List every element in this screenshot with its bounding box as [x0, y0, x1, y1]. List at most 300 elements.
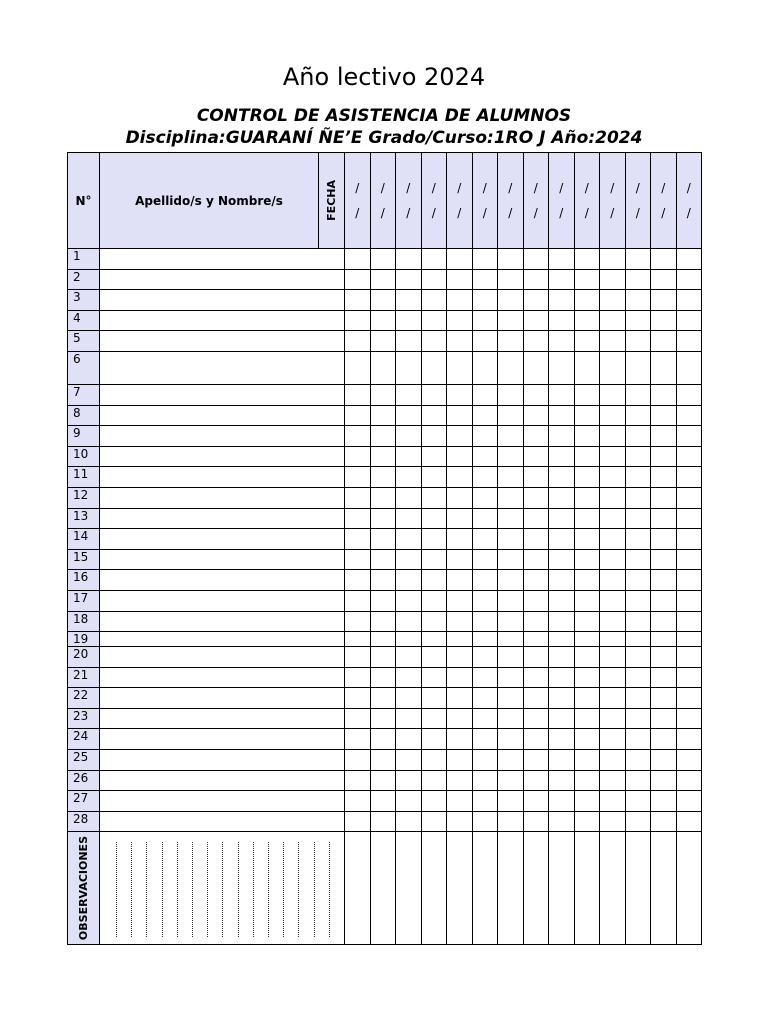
attendance-cell[interactable]	[651, 750, 677, 771]
date-input-cell[interactable]	[345, 153, 371, 249]
student-name-cell[interactable]	[100, 384, 345, 405]
attendance-cell[interactable]	[396, 708, 422, 729]
attendance-cell[interactable]	[472, 667, 498, 688]
attendance-cell[interactable]	[345, 290, 371, 311]
attendance-cell[interactable]	[574, 750, 600, 771]
attendance-cell[interactable]	[651, 791, 677, 812]
attendance-cell[interactable]	[472, 487, 498, 508]
attendance-cell[interactable]	[370, 331, 396, 352]
attendance-cell[interactable]	[651, 811, 677, 832]
attendance-cell[interactable]	[651, 310, 677, 331]
date-input-cell[interactable]	[625, 153, 651, 249]
attendance-cell[interactable]	[574, 446, 600, 467]
observation-date-cell[interactable]	[472, 832, 498, 945]
attendance-cell[interactable]	[421, 467, 447, 488]
attendance-cell[interactable]	[396, 249, 422, 270]
attendance-cell[interactable]	[447, 770, 473, 791]
attendance-cell[interactable]	[574, 688, 600, 709]
attendance-cell[interactable]	[600, 310, 626, 331]
attendance-cell[interactable]	[625, 310, 651, 331]
attendance-cell[interactable]	[549, 750, 575, 771]
attendance-cell[interactable]	[421, 791, 447, 812]
attendance-cell[interactable]	[345, 508, 371, 529]
attendance-cell[interactable]	[396, 508, 422, 529]
attendance-cell[interactable]	[523, 688, 549, 709]
attendance-cell[interactable]	[345, 791, 371, 812]
attendance-cell[interactable]	[651, 647, 677, 668]
observation-date-cell[interactable]	[549, 832, 575, 945]
attendance-cell[interactable]	[574, 384, 600, 405]
attendance-cell[interactable]	[600, 290, 626, 311]
student-name-cell[interactable]	[100, 508, 345, 529]
attendance-cell[interactable]	[600, 750, 626, 771]
attendance-cell[interactable]	[651, 508, 677, 529]
attendance-cell[interactable]	[651, 590, 677, 611]
attendance-cell[interactable]	[421, 310, 447, 331]
attendance-cell[interactable]	[370, 811, 396, 832]
attendance-cell[interactable]	[676, 426, 702, 447]
attendance-cell[interactable]	[600, 331, 626, 352]
attendance-cell[interactable]	[345, 426, 371, 447]
student-name-cell[interactable]	[100, 750, 345, 771]
attendance-cell[interactable]	[447, 708, 473, 729]
attendance-cell[interactable]	[676, 508, 702, 529]
attendance-cell[interactable]	[676, 791, 702, 812]
attendance-cell[interactable]	[549, 729, 575, 750]
attendance-cell[interactable]	[676, 611, 702, 632]
attendance-cell[interactable]	[370, 446, 396, 467]
observations-field[interactable]	[100, 832, 345, 945]
attendance-cell[interactable]	[549, 487, 575, 508]
attendance-cell[interactable]	[472, 405, 498, 426]
attendance-cell[interactable]	[600, 632, 626, 647]
attendance-cell[interactable]	[523, 549, 549, 570]
attendance-cell[interactable]	[523, 467, 549, 488]
attendance-cell[interactable]	[447, 487, 473, 508]
attendance-cell[interactable]	[523, 667, 549, 688]
attendance-cell[interactable]	[574, 290, 600, 311]
attendance-cell[interactable]	[574, 570, 600, 591]
attendance-cell[interactable]	[472, 549, 498, 570]
attendance-cell[interactable]	[549, 508, 575, 529]
attendance-cell[interactable]	[498, 791, 524, 812]
student-name-cell[interactable]	[100, 729, 345, 750]
attendance-cell[interactable]	[498, 770, 524, 791]
attendance-cell[interactable]	[447, 446, 473, 467]
attendance-cell[interactable]	[625, 590, 651, 611]
attendance-cell[interactable]	[625, 770, 651, 791]
attendance-cell[interactable]	[396, 770, 422, 791]
student-name-cell[interactable]	[100, 647, 345, 668]
attendance-cell[interactable]	[523, 708, 549, 729]
attendance-cell[interactable]	[651, 269, 677, 290]
attendance-cell[interactable]	[523, 611, 549, 632]
attendance-cell[interactable]	[421, 269, 447, 290]
attendance-cell[interactable]	[676, 688, 702, 709]
attendance-cell[interactable]	[396, 549, 422, 570]
attendance-cell[interactable]	[370, 667, 396, 688]
attendance-cell[interactable]	[651, 351, 677, 384]
attendance-cell[interactable]	[370, 611, 396, 632]
attendance-cell[interactable]	[574, 467, 600, 488]
attendance-cell[interactable]	[676, 590, 702, 611]
attendance-cell[interactable]	[396, 632, 422, 647]
attendance-cell[interactable]	[472, 688, 498, 709]
student-name-cell[interactable]	[100, 529, 345, 550]
student-name-cell[interactable]	[100, 487, 345, 508]
attendance-cell[interactable]	[625, 446, 651, 467]
attendance-cell[interactable]	[523, 750, 549, 771]
attendance-cell[interactable]	[396, 331, 422, 352]
attendance-cell[interactable]	[396, 647, 422, 668]
attendance-cell[interactable]	[600, 426, 626, 447]
attendance-cell[interactable]	[600, 384, 626, 405]
attendance-cell[interactable]	[523, 791, 549, 812]
attendance-cell[interactable]	[676, 750, 702, 771]
observation-date-cell[interactable]	[345, 832, 371, 945]
attendance-cell[interactable]	[498, 446, 524, 467]
attendance-cell[interactable]	[421, 384, 447, 405]
date-input-cell[interactable]	[370, 153, 396, 249]
attendance-cell[interactable]	[345, 590, 371, 611]
attendance-cell[interactable]	[676, 549, 702, 570]
attendance-cell[interactable]	[523, 269, 549, 290]
attendance-cell[interactable]	[370, 426, 396, 447]
attendance-cell[interactable]	[345, 269, 371, 290]
attendance-cell[interactable]	[498, 708, 524, 729]
attendance-cell[interactable]	[370, 632, 396, 647]
attendance-cell[interactable]	[447, 508, 473, 529]
attendance-cell[interactable]	[523, 729, 549, 750]
student-name-cell[interactable]	[100, 632, 345, 647]
attendance-cell[interactable]	[651, 487, 677, 508]
attendance-cell[interactable]	[345, 770, 371, 791]
attendance-cell[interactable]	[549, 688, 575, 709]
attendance-cell[interactable]	[625, 331, 651, 352]
attendance-cell[interactable]	[421, 249, 447, 270]
attendance-cell[interactable]	[421, 632, 447, 647]
attendance-cell[interactable]	[345, 667, 371, 688]
attendance-cell[interactable]	[421, 351, 447, 384]
attendance-cell[interactable]	[549, 667, 575, 688]
student-name-cell[interactable]	[100, 549, 345, 570]
attendance-cell[interactable]	[370, 351, 396, 384]
date-input-cell[interactable]	[498, 153, 524, 249]
attendance-cell[interactable]	[549, 269, 575, 290]
attendance-cell[interactable]	[651, 632, 677, 647]
attendance-cell[interactable]	[498, 549, 524, 570]
observation-date-cell[interactable]	[447, 832, 473, 945]
attendance-cell[interactable]	[549, 791, 575, 812]
attendance-cell[interactable]	[600, 269, 626, 290]
attendance-cell[interactable]	[676, 290, 702, 311]
attendance-cell[interactable]	[676, 632, 702, 647]
attendance-cell[interactable]	[498, 384, 524, 405]
attendance-cell[interactable]	[549, 446, 575, 467]
attendance-cell[interactable]	[421, 729, 447, 750]
attendance-cell[interactable]	[498, 570, 524, 591]
student-name-cell[interactable]	[100, 446, 345, 467]
attendance-cell[interactable]	[574, 590, 600, 611]
attendance-cell[interactable]	[549, 249, 575, 270]
attendance-cell[interactable]	[625, 529, 651, 550]
student-name-cell[interactable]	[100, 791, 345, 812]
attendance-cell[interactable]	[549, 384, 575, 405]
attendance-cell[interactable]	[498, 290, 524, 311]
attendance-cell[interactable]	[549, 351, 575, 384]
attendance-cell[interactable]	[676, 570, 702, 591]
attendance-cell[interactable]	[574, 487, 600, 508]
attendance-cell[interactable]	[370, 249, 396, 270]
attendance-cell[interactable]	[625, 791, 651, 812]
student-name-cell[interactable]	[100, 570, 345, 591]
attendance-cell[interactable]	[549, 708, 575, 729]
attendance-cell[interactable]	[523, 384, 549, 405]
student-name-cell[interactable]	[100, 426, 345, 447]
attendance-cell[interactable]	[421, 487, 447, 508]
attendance-cell[interactable]	[345, 611, 371, 632]
attendance-cell[interactable]	[447, 611, 473, 632]
attendance-cell[interactable]	[574, 770, 600, 791]
attendance-cell[interactable]	[472, 249, 498, 270]
attendance-cell[interactable]	[472, 811, 498, 832]
attendance-cell[interactable]	[498, 310, 524, 331]
attendance-cell[interactable]	[472, 791, 498, 812]
attendance-cell[interactable]	[396, 405, 422, 426]
attendance-cell[interactable]	[651, 467, 677, 488]
attendance-cell[interactable]	[625, 467, 651, 488]
attendance-cell[interactable]	[523, 446, 549, 467]
attendance-cell[interactable]	[676, 811, 702, 832]
attendance-cell[interactable]	[472, 590, 498, 611]
attendance-cell[interactable]	[625, 405, 651, 426]
attendance-cell[interactable]	[370, 310, 396, 331]
attendance-cell[interactable]	[345, 549, 371, 570]
observation-date-cell[interactable]	[574, 832, 600, 945]
attendance-cell[interactable]	[370, 269, 396, 290]
attendance-cell[interactable]	[447, 590, 473, 611]
attendance-cell[interactable]	[345, 405, 371, 426]
student-name-cell[interactable]	[100, 590, 345, 611]
attendance-cell[interactable]	[472, 611, 498, 632]
attendance-cell[interactable]	[447, 647, 473, 668]
attendance-cell[interactable]	[370, 487, 396, 508]
attendance-cell[interactable]	[676, 310, 702, 331]
attendance-cell[interactable]	[421, 688, 447, 709]
attendance-cell[interactable]	[651, 611, 677, 632]
attendance-cell[interactable]	[345, 446, 371, 467]
attendance-cell[interactable]	[625, 384, 651, 405]
attendance-cell[interactable]	[472, 384, 498, 405]
attendance-cell[interactable]	[498, 811, 524, 832]
attendance-cell[interactable]	[600, 351, 626, 384]
attendance-cell[interactable]	[574, 405, 600, 426]
student-name-cell[interactable]	[100, 310, 345, 331]
attendance-cell[interactable]	[651, 570, 677, 591]
attendance-cell[interactable]	[676, 351, 702, 384]
attendance-cell[interactable]	[447, 750, 473, 771]
attendance-cell[interactable]	[600, 405, 626, 426]
student-name-cell[interactable]	[100, 351, 345, 384]
attendance-cell[interactable]	[396, 310, 422, 331]
attendance-cell[interactable]	[498, 331, 524, 352]
attendance-cell[interactable]	[370, 384, 396, 405]
attendance-cell[interactable]	[625, 647, 651, 668]
attendance-cell[interactable]	[676, 269, 702, 290]
date-input-cell[interactable]	[600, 153, 626, 249]
attendance-cell[interactable]	[651, 688, 677, 709]
attendance-cell[interactable]	[523, 487, 549, 508]
attendance-cell[interactable]	[370, 290, 396, 311]
observation-date-cell[interactable]	[676, 832, 702, 945]
attendance-cell[interactable]	[396, 487, 422, 508]
date-input-cell[interactable]	[676, 153, 702, 249]
attendance-cell[interactable]	[370, 647, 396, 668]
attendance-cell[interactable]	[421, 750, 447, 771]
attendance-cell[interactable]	[472, 290, 498, 311]
attendance-cell[interactable]	[472, 467, 498, 488]
attendance-cell[interactable]	[370, 467, 396, 488]
attendance-cell[interactable]	[574, 632, 600, 647]
attendance-cell[interactable]	[345, 632, 371, 647]
attendance-cell[interactable]	[370, 708, 396, 729]
attendance-cell[interactable]	[421, 508, 447, 529]
attendance-cell[interactable]	[396, 590, 422, 611]
attendance-cell[interactable]	[574, 351, 600, 384]
attendance-cell[interactable]	[447, 290, 473, 311]
attendance-cell[interactable]	[574, 249, 600, 270]
attendance-cell[interactable]	[447, 549, 473, 570]
attendance-cell[interactable]	[600, 590, 626, 611]
attendance-cell[interactable]	[676, 647, 702, 668]
attendance-cell[interactable]	[600, 708, 626, 729]
attendance-cell[interactable]	[345, 351, 371, 384]
attendance-cell[interactable]	[447, 467, 473, 488]
student-name-cell[interactable]	[100, 249, 345, 270]
attendance-cell[interactable]	[396, 290, 422, 311]
attendance-cell[interactable]	[447, 269, 473, 290]
attendance-cell[interactable]	[370, 729, 396, 750]
attendance-cell[interactable]	[421, 611, 447, 632]
attendance-cell[interactable]	[370, 688, 396, 709]
attendance-cell[interactable]	[600, 791, 626, 812]
attendance-cell[interactable]	[396, 467, 422, 488]
attendance-cell[interactable]	[498, 688, 524, 709]
attendance-cell[interactable]	[549, 331, 575, 352]
attendance-cell[interactable]	[676, 487, 702, 508]
attendance-cell[interactable]	[345, 487, 371, 508]
attendance-cell[interactable]	[549, 632, 575, 647]
observation-date-cell[interactable]	[498, 832, 524, 945]
attendance-cell[interactable]	[523, 249, 549, 270]
attendance-cell[interactable]	[396, 351, 422, 384]
attendance-cell[interactable]	[421, 811, 447, 832]
attendance-cell[interactable]	[523, 310, 549, 331]
attendance-cell[interactable]	[370, 508, 396, 529]
student-name-cell[interactable]	[100, 770, 345, 791]
attendance-cell[interactable]	[472, 269, 498, 290]
attendance-cell[interactable]	[472, 708, 498, 729]
attendance-cell[interactable]	[421, 405, 447, 426]
attendance-cell[interactable]	[421, 570, 447, 591]
observation-date-cell[interactable]	[600, 832, 626, 945]
student-name-cell[interactable]	[100, 811, 345, 832]
attendance-cell[interactable]	[396, 688, 422, 709]
attendance-cell[interactable]	[625, 508, 651, 529]
attendance-cell[interactable]	[370, 590, 396, 611]
attendance-cell[interactable]	[549, 290, 575, 311]
attendance-cell[interactable]	[600, 647, 626, 668]
attendance-cell[interactable]	[651, 708, 677, 729]
attendance-cell[interactable]	[549, 549, 575, 570]
attendance-cell[interactable]	[421, 446, 447, 467]
attendance-cell[interactable]	[600, 570, 626, 591]
attendance-cell[interactable]	[651, 426, 677, 447]
attendance-cell[interactable]	[498, 529, 524, 550]
attendance-cell[interactable]	[676, 446, 702, 467]
attendance-cell[interactable]	[549, 405, 575, 426]
attendance-cell[interactable]	[676, 770, 702, 791]
student-name-cell[interactable]	[100, 611, 345, 632]
attendance-cell[interactable]	[600, 688, 626, 709]
attendance-cell[interactable]	[370, 405, 396, 426]
attendance-cell[interactable]	[498, 467, 524, 488]
attendance-cell[interactable]	[625, 549, 651, 570]
attendance-cell[interactable]	[498, 249, 524, 270]
attendance-cell[interactable]	[498, 729, 524, 750]
student-name-cell[interactable]	[100, 688, 345, 709]
attendance-cell[interactable]	[600, 667, 626, 688]
attendance-cell[interactable]	[625, 249, 651, 270]
attendance-cell[interactable]	[345, 467, 371, 488]
attendance-cell[interactable]	[651, 290, 677, 311]
attendance-cell[interactable]	[345, 384, 371, 405]
attendance-cell[interactable]	[421, 667, 447, 688]
attendance-cell[interactable]	[651, 249, 677, 270]
attendance-cell[interactable]	[472, 310, 498, 331]
attendance-cell[interactable]	[523, 770, 549, 791]
observation-date-cell[interactable]	[396, 832, 422, 945]
attendance-cell[interactable]	[447, 405, 473, 426]
attendance-cell[interactable]	[676, 708, 702, 729]
attendance-cell[interactable]	[421, 529, 447, 550]
attendance-cell[interactable]	[625, 708, 651, 729]
attendance-cell[interactable]	[625, 632, 651, 647]
attendance-cell[interactable]	[396, 446, 422, 467]
attendance-cell[interactable]	[651, 549, 677, 570]
attendance-cell[interactable]	[676, 667, 702, 688]
attendance-cell[interactable]	[676, 467, 702, 488]
attendance-cell[interactable]	[396, 529, 422, 550]
observation-date-cell[interactable]	[651, 832, 677, 945]
attendance-cell[interactable]	[549, 590, 575, 611]
attendance-cell[interactable]	[625, 688, 651, 709]
attendance-cell[interactable]	[421, 549, 447, 570]
attendance-cell[interactable]	[370, 770, 396, 791]
attendance-cell[interactable]	[447, 632, 473, 647]
date-input-cell[interactable]	[447, 153, 473, 249]
attendance-cell[interactable]	[345, 529, 371, 550]
attendance-cell[interactable]	[523, 590, 549, 611]
attendance-cell[interactable]	[523, 508, 549, 529]
attendance-cell[interactable]	[498, 632, 524, 647]
date-input-cell[interactable]	[549, 153, 575, 249]
attendance-cell[interactable]	[523, 529, 549, 550]
attendance-cell[interactable]	[396, 750, 422, 771]
attendance-cell[interactable]	[498, 426, 524, 447]
attendance-cell[interactable]	[447, 667, 473, 688]
attendance-cell[interactable]	[396, 811, 422, 832]
